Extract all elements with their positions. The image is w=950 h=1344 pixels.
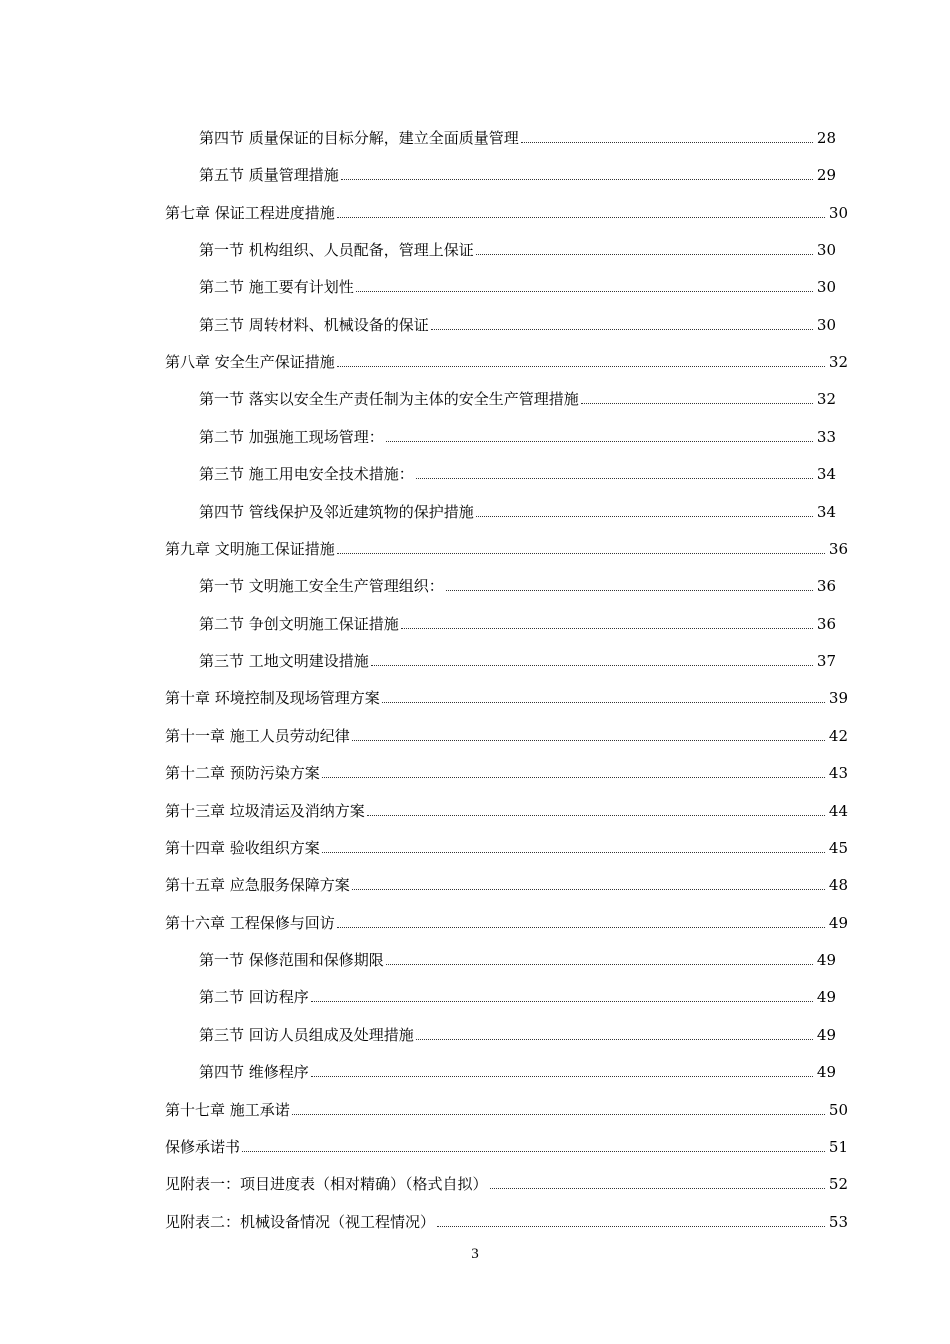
toc-entry-title: 第二节 争创文明施工保证措施: [199, 615, 399, 633]
toc-entry[interactable]: [165, 755, 848, 783]
toc-entry[interactable]: [199, 157, 836, 185]
dot-leader: [521, 142, 813, 143]
dot-leader: [292, 1114, 825, 1115]
toc-entry-page: 33: [816, 428, 836, 446]
toc-entry-title: 第一节 落实以安全生产责任制为主体的安全生产管理措施: [199, 390, 579, 408]
toc-entry-page: 49: [816, 988, 836, 1006]
toc-entry[interactable]: [199, 381, 836, 409]
toc-entry[interactable]: [199, 307, 836, 335]
toc-entry-title: 第十六章 工程保修与回访: [165, 914, 335, 932]
toc-entry-page: 30: [816, 278, 836, 296]
dot-leader: [337, 366, 825, 367]
dot-leader: [476, 516, 813, 517]
toc-entry-title: 第五节 质量管理措施: [199, 166, 339, 184]
dot-leader: [337, 553, 825, 554]
toc-entry-page: 43: [828, 764, 848, 782]
toc-entry[interactable]: [165, 195, 848, 223]
toc-entry[interactable]: [165, 718, 848, 746]
toc-entry[interactable]: [165, 1092, 848, 1120]
toc-entry[interactable]: [199, 419, 836, 447]
toc-entry[interactable]: [199, 979, 836, 1007]
dot-leader: [322, 852, 825, 853]
toc-entry-title: 第十四章 验收组织方案: [165, 839, 320, 857]
toc-entry[interactable]: [165, 344, 848, 372]
toc-entry-page: 29: [816, 166, 836, 184]
toc-entry-page: 36: [816, 577, 836, 595]
toc-entry-title: 第十一章 施工人员劳动纪律: [165, 727, 350, 745]
toc-entry-title: 第十七章 施工承诺: [165, 1101, 290, 1119]
toc-entry-page: 44: [828, 802, 848, 820]
toc-entry-page: 36: [816, 615, 836, 633]
toc-entry[interactable]: [199, 494, 836, 522]
dot-leader: [386, 964, 813, 965]
toc-entry-page: 37: [816, 652, 836, 670]
toc-entry-title: 见附表一：项目进度表（相对精确）（格式自拟）: [165, 1175, 488, 1193]
dot-leader: [311, 1076, 813, 1077]
toc-entry-title: 第三节 施工用电安全技术措施：: [199, 465, 414, 483]
dot-leader: [352, 889, 825, 890]
toc-entry[interactable]: [165, 531, 848, 559]
toc-entry[interactable]: [165, 905, 848, 933]
toc-entry-title: 第九章 文明施工保证措施: [165, 540, 335, 558]
dot-leader: [322, 777, 825, 778]
dot-leader: [437, 1226, 825, 1227]
dot-leader: [341, 179, 813, 180]
dot-leader: [356, 291, 813, 292]
dot-leader: [401, 628, 813, 629]
toc-entry[interactable]: [199, 568, 836, 596]
toc-entry-page: 30: [828, 204, 848, 222]
toc-entry-page: 49: [816, 1063, 836, 1081]
toc-entry[interactable]: [199, 1017, 836, 1045]
toc-entry-title: 第七章 保证工程进度措施: [165, 204, 335, 222]
toc-entry-title: 第四节 质量保证的目标分解，建立全面质量管理: [199, 129, 519, 147]
dot-leader: [386, 441, 813, 442]
toc-entry-title: 第三节 周转材料、机械设备的保证: [199, 316, 429, 334]
toc-entry-page: 30: [816, 316, 836, 334]
dot-leader: [352, 740, 825, 741]
toc-entry-title: 第一节 保修范围和保修期限: [199, 951, 384, 969]
toc-entry-title: 第一节 机构组织、人员配备，管理上保证: [199, 241, 474, 259]
toc-entry[interactable]: [199, 606, 836, 634]
dot-leader: [476, 254, 813, 255]
toc-entry-title: 第三节 回访人员组成及处理措施: [199, 1026, 414, 1044]
toc-entry-page: 32: [828, 353, 848, 371]
toc-entry-page: 48: [828, 876, 848, 894]
toc-entry-page: 53: [828, 1213, 848, 1231]
dot-leader: [416, 1039, 813, 1040]
toc-entry-page: 49: [816, 951, 836, 969]
toc-entry[interactable]: [199, 643, 836, 671]
dot-leader: [337, 217, 825, 218]
dot-leader: [367, 815, 825, 816]
toc-entry-title: 第十章 环境控制及现场管理方案: [165, 689, 380, 707]
toc-entry-title: 第四节 管线保护及邻近建筑物的保护措施: [199, 503, 474, 521]
toc-entry[interactable]: [165, 680, 848, 708]
toc-entry-title: 第二节 加强施工现场管理：: [199, 428, 384, 446]
toc-entry-page: 36: [828, 540, 848, 558]
dot-leader: [382, 702, 825, 703]
dot-leader: [431, 329, 813, 330]
toc-entry-page: 34: [816, 465, 836, 483]
toc-entry[interactable]: [199, 942, 836, 970]
dot-leader: [242, 1151, 825, 1152]
toc-entry-page: 49: [828, 914, 848, 932]
toc-entry-page: 42: [828, 727, 848, 745]
toc-entry-title: 第二节 回访程序: [199, 988, 309, 1006]
toc-entry[interactable]: [199, 456, 836, 484]
toc-entry[interactable]: [165, 830, 848, 858]
toc-entry-page: 39: [828, 689, 848, 707]
toc-entry-page: 51: [828, 1138, 848, 1156]
toc-entry[interactable]: [165, 1204, 848, 1232]
toc-entry[interactable]: [199, 120, 836, 148]
dot-leader: [581, 403, 813, 404]
toc-entry[interactable]: [199, 269, 836, 297]
toc-entry-title: 第八章 安全生产保证措施: [165, 353, 335, 371]
toc-entry-title: 第十三章 垃圾清运及消纳方案: [165, 802, 365, 820]
toc-entry[interactable]: [199, 1054, 836, 1082]
toc-entry-title: 保修承诺书: [165, 1138, 241, 1156]
page-number: 3: [471, 1246, 479, 1262]
toc-entry[interactable]: [165, 793, 848, 821]
toc-entry-title: 见附表二：机械设备情况（视工程情况）: [165, 1213, 436, 1231]
toc-entry-title: 第十二章 预防污染方案: [165, 764, 320, 782]
toc-entry-page: 45: [828, 839, 848, 857]
dot-leader: [337, 927, 825, 928]
toc-entry-page: 32: [816, 390, 836, 408]
toc-entry[interactable]: [199, 232, 836, 260]
dot-leader: [446, 590, 813, 591]
toc-entry-title: 第三节 工地文明建设措施: [199, 652, 369, 670]
toc-entry-page: 50: [828, 1101, 848, 1119]
dot-leader: [416, 478, 813, 479]
toc-entry-page: 28: [816, 129, 836, 147]
toc-entry-title: 第二节 施工要有计划性: [199, 278, 354, 296]
toc-entry-title: 第四节 维修程序: [199, 1063, 309, 1081]
toc-entry-page: 34: [816, 503, 836, 521]
toc-entry[interactable]: [165, 867, 848, 895]
toc-entry[interactable]: [165, 1129, 848, 1157]
toc-entry-title: 第十五章 应急服务保障方案: [165, 876, 350, 894]
toc-entry-page: 49: [816, 1026, 836, 1044]
dot-leader: [490, 1188, 825, 1189]
toc-entry[interactable]: [165, 1166, 848, 1194]
dot-leader: [371, 665, 813, 666]
toc-entry-page: 52: [828, 1175, 848, 1193]
dot-leader: [311, 1001, 813, 1002]
toc-entry-page: 30: [816, 241, 836, 259]
toc-entry-title: 第一节 文明施工安全生产管理组织：: [199, 577, 444, 595]
